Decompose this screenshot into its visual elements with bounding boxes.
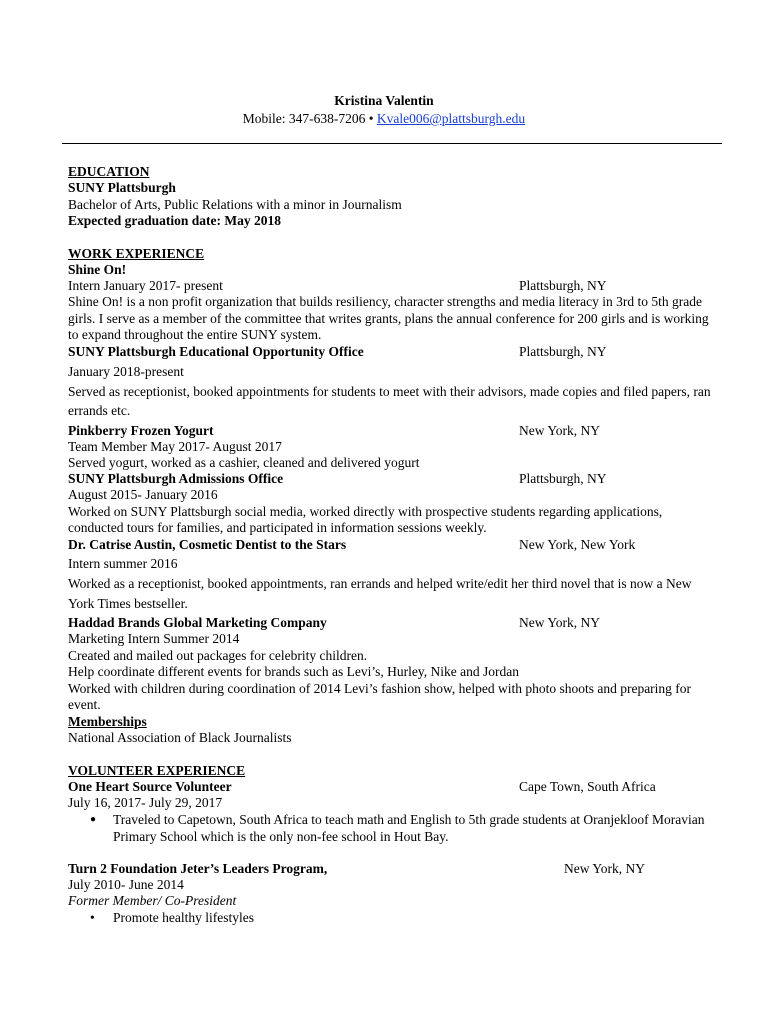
job-role: Intern summer 2016	[68, 556, 178, 571]
job-org: Pinkberry Frozen Yogurt	[68, 423, 214, 438]
job-desc-line: Created and mailed out packages for celebrity children.	[68, 648, 368, 663]
job-role: January 2018-present	[68, 364, 184, 379]
job-desc-line: Served as receptionist, booked appointments for students to meet with their advisors, made copies and filed papers, ran	[68, 384, 711, 399]
job-desc-line: Worked as a receptionist, booked appointments, ran errands and helped write/edit her third novel that is now a New	[68, 576, 692, 591]
job-desc-line: Served yogurt, worked as a cashier, cleaned and delivered yogurt	[68, 455, 420, 470]
education-heading: EDUCATION	[68, 164, 150, 179]
volunteer-bullet-line: Promote healthy lifestyles	[113, 910, 254, 925]
volunteer-heading: VOLUNTEER EXPERIENCE	[68, 763, 246, 778]
job-org: SUNY Plattsburgh Educational Opportunity Office	[68, 344, 364, 359]
job-location: Plattsburgh, NY	[519, 471, 607, 486]
volunteer-dates: July 2010- June 2014	[68, 877, 184, 892]
education-school: SUNY Plattsburgh	[68, 180, 176, 195]
job-org: Dr. Catrise Austin, Cosmetic Dentist to the Stars	[68, 537, 347, 552]
membership-item: National Association of Black Journalists	[68, 730, 292, 745]
job-role: August 2015- January 2016	[68, 487, 218, 502]
job-location: New York, NY	[519, 615, 601, 630]
job-org: Shine On!	[68, 262, 127, 277]
memberships-heading: Memberships	[68, 714, 147, 729]
contact-line	[0, 111, 768, 128]
job-desc-line: to expand throughout the entire SUNY system.	[68, 327, 322, 342]
candidate-name: Kristina Valentin	[334, 93, 434, 108]
job-desc-line: Help coordinate different events for brands such as Levi’s, Hurley, Nike and Jordan	[68, 664, 519, 679]
job-org: SUNY Plattsburgh Admissions Office	[68, 471, 284, 486]
education-degree: Bachelor of Arts, Public Relations with a minor in Journalism	[68, 197, 402, 212]
volunteer-location: Cape Town, South Africa	[519, 779, 656, 794]
volunteer-location: New York, NY	[564, 861, 646, 876]
volunteer-org: One Heart Source Volunteer	[68, 779, 232, 794]
job-desc-line: event.	[68, 697, 101, 712]
volunteer-title: Former Member/ Co-President	[68, 893, 237, 908]
job-location: Plattsburgh, NY	[519, 344, 607, 359]
job-location: New York, NY	[519, 423, 601, 438]
job-location: Plattsburgh, NY	[519, 278, 607, 293]
job-org: Haddad Brands Global Marketing Company	[68, 615, 327, 630]
job-role: Marketing Intern Summer 2014	[68, 631, 240, 646]
job-role: Team Member May 2017- August 2017	[68, 439, 282, 454]
job-desc-line: conducted tours for families, and participated in information sessions weekly.	[68, 520, 487, 535]
job-location: New York, New York	[519, 537, 636, 552]
job-desc-line: Worked on SUNY Plattsburgh social media, worked directly with prospective students regarding applications,	[68, 504, 663, 519]
job-desc-line: errands etc.	[68, 403, 131, 418]
education-graduation: Expected graduation date: May 2018	[68, 213, 281, 228]
job-desc-line: York Times bestseller.	[68, 596, 188, 611]
work-heading: WORK EXPERIENCE	[68, 246, 205, 261]
job-desc-line: Worked with children during coordination of 2014 Levi’s fashion show, helped with photo shoots and preparing for	[68, 681, 692, 696]
volunteer-dates: July 16, 2017- July 29, 2017	[68, 795, 223, 810]
volunteer-org: Turn 2 Foundation Jeter’s Leaders Program,	[68, 861, 328, 876]
job-desc-line: girls. I serve as a member of the committee that writes grants, plans the annual conference for 200 girls and is working	[68, 311, 709, 326]
job-desc-line: Shine On! is a non profit organization that builds resiliency, character strengths and media literacy in 3rd to 5th grade	[68, 294, 702, 309]
volunteer-bullet-line: Traveled to Capetown, South Africa to teach math and English to 5th grade students at Oranjekloof Moravian	[113, 812, 705, 827]
mobile-number: Mobile: 347-638-7206 •	[242, 111, 374, 126]
job-role: Intern January 2017- present	[68, 278, 223, 293]
email-link[interactable]: Kvale006@plattsburgh.edu	[376, 111, 526, 126]
bullet-icon: •	[90, 910, 95, 925]
header-divider	[62, 143, 722, 144]
bullet-icon: ●	[90, 814, 97, 825]
volunteer-bullet-line: Primary School which is the only non-fee school in Hout Bay.	[113, 829, 449, 844]
